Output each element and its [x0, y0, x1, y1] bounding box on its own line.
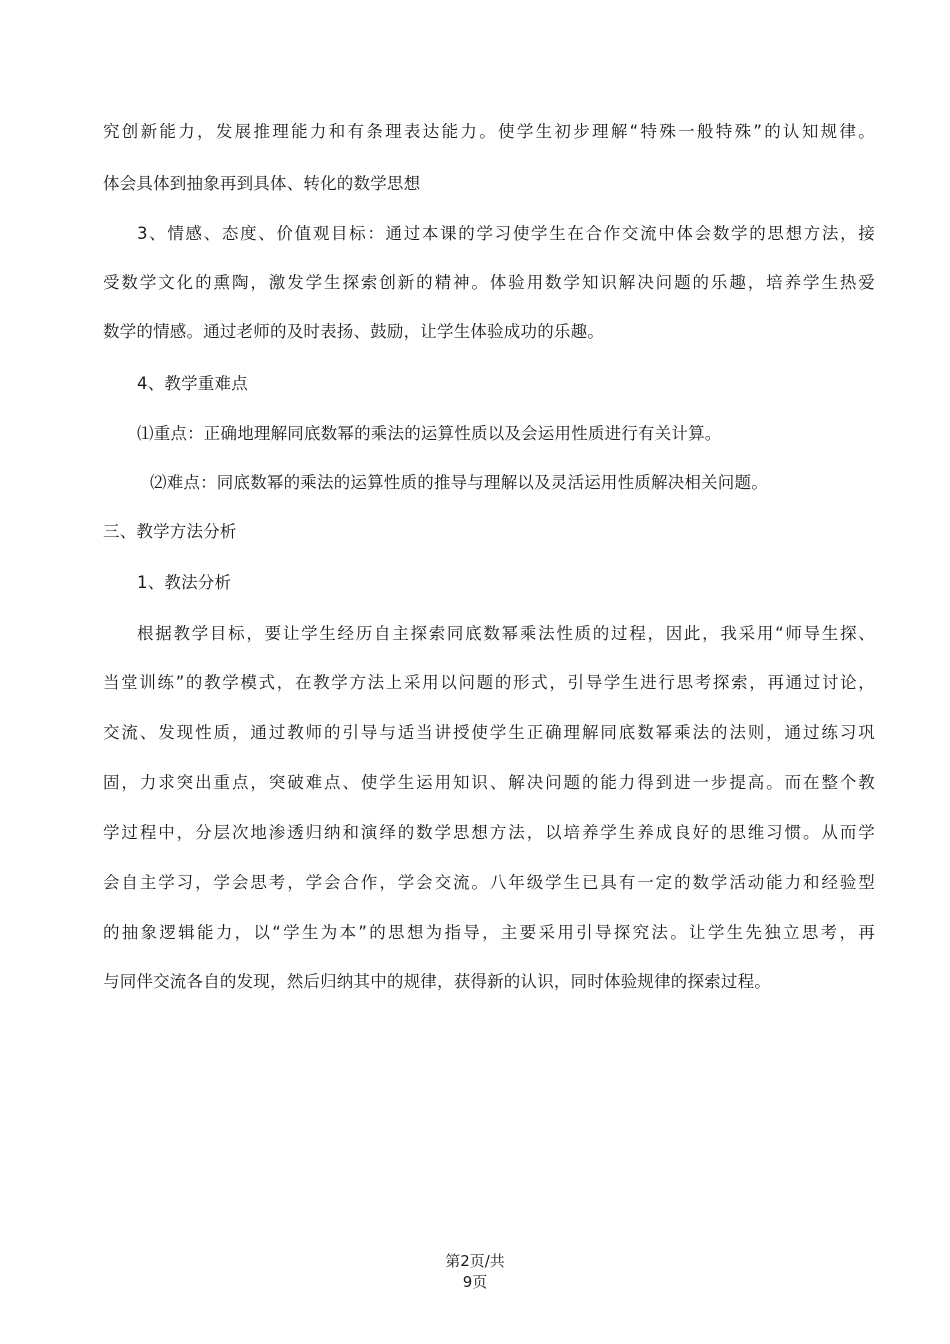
paragraph-line: 究创新能力，发展推理能力和有条理表达能力。使学生初步理解“特殊一般特殊”的认知规律。: [103, 122, 875, 141]
paragraph-line: 与同伴交流各自的发现，然后归纳其中的规律，获得新的认识，同时体验规律的探索过程。: [103, 972, 771, 991]
paragraph-line: 根据教学目标，要让学生经历自主探索同底数幂乘法性质的过程，因此，我采用“师导生探、: [137, 624, 875, 643]
section-heading: 三、教学方法分析: [103, 522, 237, 541]
paragraph-line: 会自主学习，学会思考，学会合作，学会交流。八年级学生已具有一定的数学活动能力和经验型: [103, 873, 875, 892]
subsection-heading: 1、教法分析: [137, 573, 232, 592]
paragraph-line: 受数学文化的熏陶，激发学生探索创新的精神。体验用数学知识解决问题的乐趣，培养学生热爱: [103, 273, 875, 292]
key-point-line: ⑴重点：正确地理解同底数幂的乘法的运算性质以及会运用性质进行有关计算。: [137, 424, 722, 443]
paragraph-line: 固，力求突出重点，突破难点、使学生运用知识、解决问题的能力得到进一步提高。而在整个教: [103, 773, 875, 792]
section-heading: 4、教学重难点: [137, 374, 248, 393]
paragraph-line: 3、情感、态度、价值观目标：通过本课的学习使学生在合作交流中体会数学的思想方法，接: [137, 224, 875, 243]
paragraph-line: 数学的情感。通过老师的及时表扬、鼓励，让学生体验成功的乐趣。: [103, 322, 604, 341]
page-total: 9页: [462, 1273, 488, 1291]
page-number: 第2页/共: [445, 1252, 505, 1270]
paragraph-line: 学过程中，分层次地渗透归纳和演绎的数学思想方法，以培养学生养成良好的思维习惯。从而学: [103, 823, 875, 842]
paragraph-line: 当堂训练”的教学模式，在教学方法上采用以问题的形式，引导学生进行思考探索，再通过讨论，: [103, 673, 875, 692]
difficulty-line: ⑵难点：同底数幂的乘法的运算性质的推导与理解以及灵活运用性质解决相关问题。: [150, 473, 768, 492]
paragraph-line: 的抽象逻辑能力，以“学生为本”的思想为指导，主要采用引导探究法。让学生先独立思考，再: [103, 923, 875, 942]
paragraph-line: 交流、发现性质，通过教师的引导与适当讲授使学生正确理解同底数幂乘法的法则，通过练习巩: [103, 723, 875, 742]
paragraph-line: 体会具体到抽象再到具体、转化的数学思想: [103, 174, 421, 193]
